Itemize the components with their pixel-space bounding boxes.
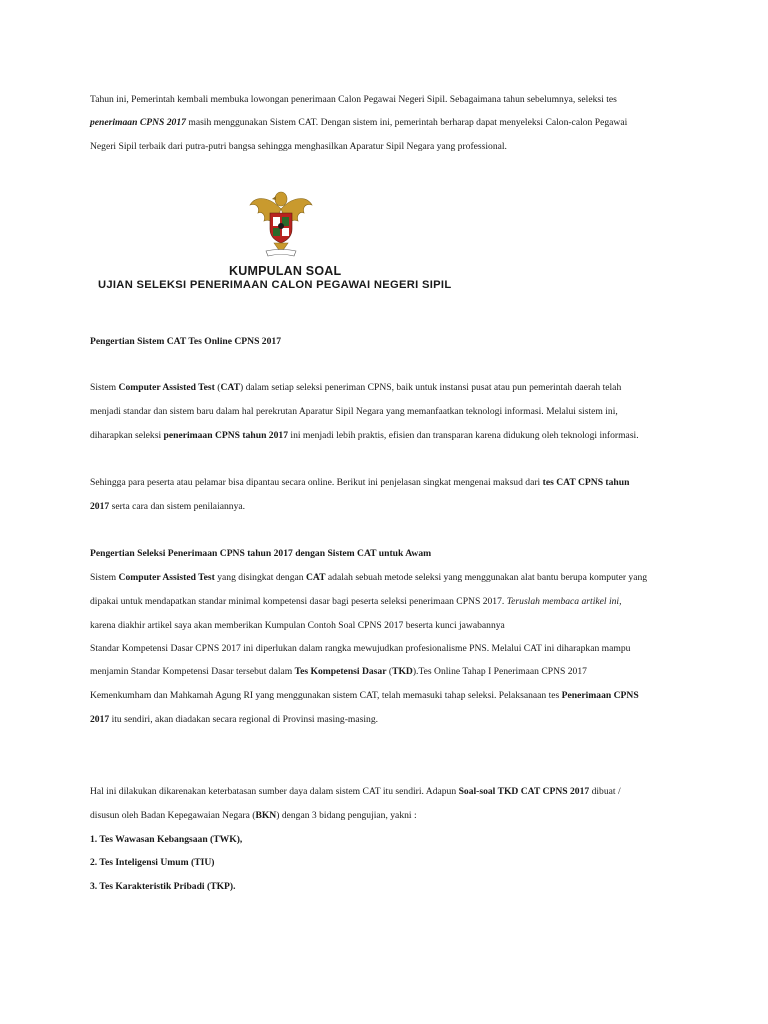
banner-subtitle: UJIAN SELEKSI PENERIMAAN CALON PEGAWAI NEGERI SIPIL (98, 279, 452, 291)
s1-p1-line-3: diharapkan seleksi penerimaan CPNS tahun 2017 ini menjadi lebih praktis, efisien dan transparan karena didukung oleh teknologi informasi. (90, 430, 639, 441)
intro-emphasis: penerimaan CPNS 2017 (90, 117, 186, 128)
s2-italic-note: Teruslah membaca artikel ini, (506, 596, 622, 607)
s2-line-1: Sistem Computer Assisted Test yang disingkat dengan CAT adalah sebuah metode seleksi yang menggunakan alat bantu berupa komputer yang (90, 572, 648, 583)
s2-line-7: 2017 itu sendiri, akan diadakan secara regional di Provinsi masing-masing. (90, 714, 379, 725)
s1-p2-line-1: Sehingga para peserta atau pelamar bisa dipantau secara online. Berikut ini penjelasan singkat mengenai maksud dari tes CAT CPNS tahun (90, 477, 630, 488)
s2-line-6: Kemenkumham dan Mahkamah Agung RI yang menggunakan sistem CAT, telah memasuki tahap seleksi. Pelaksanaan tes Penerimaan CPNS (90, 690, 639, 701)
s2-line-5: menjamin Standar Kompetensi Dasar tersebut dalam Tes Kompetensi Dasar (TKD).Tes Online Tahap I Penerimaan CPNS 2017 (90, 666, 587, 677)
intro-line-3: Negeri Sipil terbaik dari putra-putri bangsa sehingga menghasilkan Aparatur Sipil Negara yang professional. (90, 141, 507, 152)
banner-title: KUMPULAN SOAL (229, 264, 342, 278)
list-item: 1. Tes Wawasan Kebangsaan (TWK), (90, 834, 243, 845)
garuda-emblem-icon (248, 187, 314, 259)
section-heading-cat: Pengertian Sistem CAT Tes Online CPNS 2017 (90, 336, 281, 347)
s1-p1-line-1: Sistem Computer Assisted Test (CAT) dalam setiap seleksi peneriman CPNS, baik untuk instansi pusat atau pun pemerintah daerah telah (90, 382, 622, 393)
s3-line-1: Hal ini dilakukan dikarenakan keterbatasan sumber daya dalam sistem CAT itu sendiri. Adapun Soal-soal TKD CAT CPNS 2017 dibuat / (90, 786, 621, 797)
s2-line-3: karena diakhir artikel saya akan memberikan Kumpulan Contoh Soal CPNS 2017 beserta kunci jawabannya (90, 620, 505, 631)
s2-line-2: dipakai untuk mendapatkan standar minimal kompetensi dasar bagi peserta seleksi penerimaan CPNS 2017. Teruslah membaca artikel ini, (90, 596, 622, 607)
s3-line-2: disusun oleh Badan Kepegawaian Negara (BKN) dengan 3 bidang pengujian, yakni : (90, 810, 417, 821)
s1-p2-line-2: 2017 serta cara dan sistem penilaiannya. (90, 501, 246, 512)
s1-p1-line-2: menjadi standar dan sistem baru dalam hal perekrutan Aparatur Sipil Negara yang memanfaatkan teknologi informasi. Melalui sistem ini, (90, 406, 618, 417)
list-item: 3. Tes Karakteristik Pribadi (TKP). (90, 881, 236, 892)
s2-line-4: Standar Kompetensi Dasar CPNS 2017 ini diperlukan dalam rangka mewujudkan profesionalisme PNS. Melalui CAT ini diharapkan mampu (90, 643, 631, 654)
section-heading-awam: Pengertian Seleksi Penerimaan CPNS tahun 2017 dengan Sistem CAT untuk Awam (90, 548, 432, 559)
intro-line-2 (90, 117, 627, 129)
intro-line-2-text: masih menggunakan Sistem CAT. Dengan sistem ini, pemerintah berharap dapat menyeleksi Calon-calon Pegawai (185, 117, 628, 128)
list-item: 2. Tes Inteligensi Umum (TIU) (90, 857, 215, 868)
intro-line-1: Tahun ini, Pemerintah kembali membuka lowongan penerimaan Calon Pegawai Negeri Sipil. Sebagaimana tahun sebelumnya, seleksi tes (90, 94, 617, 105)
